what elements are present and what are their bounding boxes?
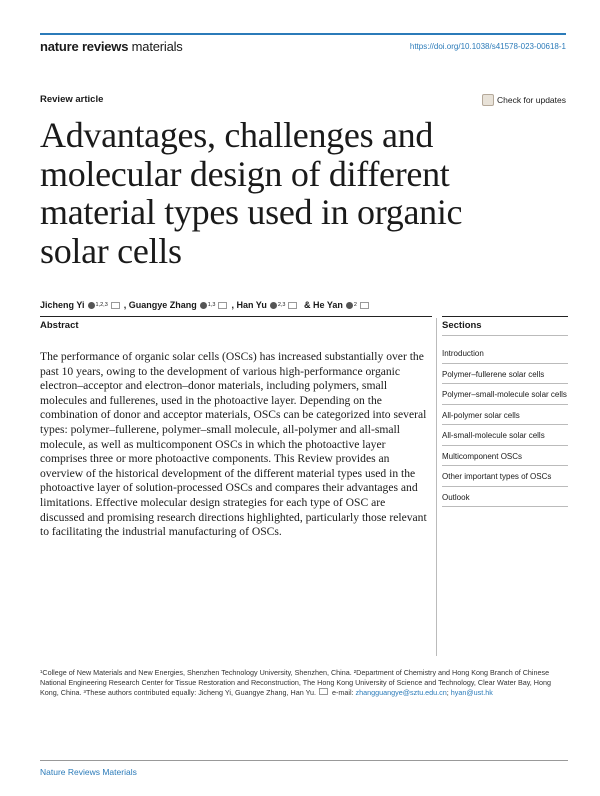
author-separator: , — [231, 300, 237, 310]
article-type: Review article — [40, 94, 104, 105]
author-list — [40, 300, 373, 310]
author-name[interactable]: Guangye Zhang — [128, 300, 197, 310]
abstract-heading: Abstract — [40, 320, 79, 331]
footer-rule — [40, 760, 568, 761]
orcid-icon[interactable] — [200, 302, 207, 309]
journal-name-bold: nature reviews — [40, 39, 129, 54]
sections-heading-rule — [442, 335, 568, 336]
footer-journal: Nature Reviews Materials — [40, 767, 137, 777]
journal-logo — [40, 39, 183, 54]
email-link-zhang[interactable]: zhangguangye@sztu.edu.cn — [355, 688, 447, 697]
section-link[interactable]: Introduction — [442, 343, 568, 364]
email-icon[interactable] — [288, 302, 297, 309]
email-icon[interactable] — [218, 302, 227, 309]
article-title: Advantages, challenges and molecular design of different material types used in organic solar cells — [40, 115, 463, 271]
email-icon — [319, 688, 328, 695]
author-name[interactable]: Jicheng Yi — [40, 300, 85, 310]
section-link[interactable]: Other important types of OSCs — [442, 466, 568, 487]
orcid-icon[interactable] — [270, 302, 277, 309]
affiliations-footnote — [40, 668, 568, 698]
email-label: e-mail: — [331, 688, 356, 697]
abstract-text: The performance of organic solar cells (OSCs) has increased substantially over the past 10 years, owing to the development of various high-performance organic electron–acceptor and electron–donor materials, including polymers, small molecules and fullerenes, used in the photoactive layer. Depending on the combination of donor and acceptor materials, OSCs can be categorized into several types: polymer–fullerene, polymer–small molecule, all-polymer and all-small molecule, as well as multicomponent OSCs in which the photoactive layer comprises three or more photoactive components. This Review provides an overview of the historical development of the different material types used in the photoactive layer of solution-processed OSCs and compares their advantages and limitations. Effective molecular design strategies for each type of OSC are discussed and promising research directions highlighted, particularly those relevant to facilitating the industrial manufacturing of OSCs. — [40, 350, 427, 539]
journal-name-light: materials — [128, 39, 183, 54]
section-link[interactable]: Outlook — [442, 487, 568, 508]
email-icon[interactable] — [111, 302, 120, 309]
author-affiliation: 1,3 — [207, 302, 216, 308]
header-rule — [40, 33, 566, 35]
section-link[interactable]: Polymer–fullerene solar cells — [442, 364, 568, 385]
sections-list — [442, 343, 568, 507]
author-affiliation: 2,3 — [277, 302, 286, 308]
section-link[interactable]: All-small-molecule solar cells — [442, 425, 568, 446]
column-divider — [436, 318, 437, 656]
author-separator: & — [301, 300, 313, 310]
check-updates-label: Check for updates — [497, 95, 566, 105]
email-icon[interactable] — [360, 302, 369, 309]
author-name[interactable]: He Yan — [313, 300, 343, 310]
sections-rule — [442, 316, 568, 317]
orcid-icon[interactable] — [346, 302, 353, 309]
author-affiliation: 1,2,3 — [95, 302, 108, 308]
author-affiliation: 2 — [353, 302, 357, 308]
check-updates-icon — [482, 94, 494, 106]
check-updates-button[interactable] — [482, 94, 566, 106]
section-link[interactable]: Multicomponent OSCs — [442, 446, 568, 467]
email-separator: ; — [446, 688, 451, 697]
footnote-text: ¹College of New Materials and New Energies, Shenzhen Technology University, Shenzhen, China. ²Department of Chemistry and Hong Kong Branch of Chinese National Engineering Research Center for Tissue Restoration and Reconstruction, The Hong Kong University of Science and Technology, Clear Water Bay, Hong Kong, China. ³These authors contributed equally: Jicheng Yi, Guangye Zhang, Han Yu. — [40, 668, 551, 697]
abstract-rule — [40, 316, 432, 317]
orcid-icon[interactable] — [88, 302, 95, 309]
email-link-yan[interactable]: hyan@ust.hk — [450, 688, 493, 697]
section-link[interactable]: All-polymer solar cells — [442, 405, 568, 426]
section-link[interactable]: Polymer–small-molecule solar cells — [442, 384, 568, 405]
sections-heading: Sections — [442, 320, 482, 331]
author-separator: , — [123, 300, 129, 310]
author-name[interactable]: Han Yu — [236, 300, 267, 310]
doi-link[interactable]: https://doi.org/10.1038/s41578-023-00618-1 — [409, 42, 566, 51]
